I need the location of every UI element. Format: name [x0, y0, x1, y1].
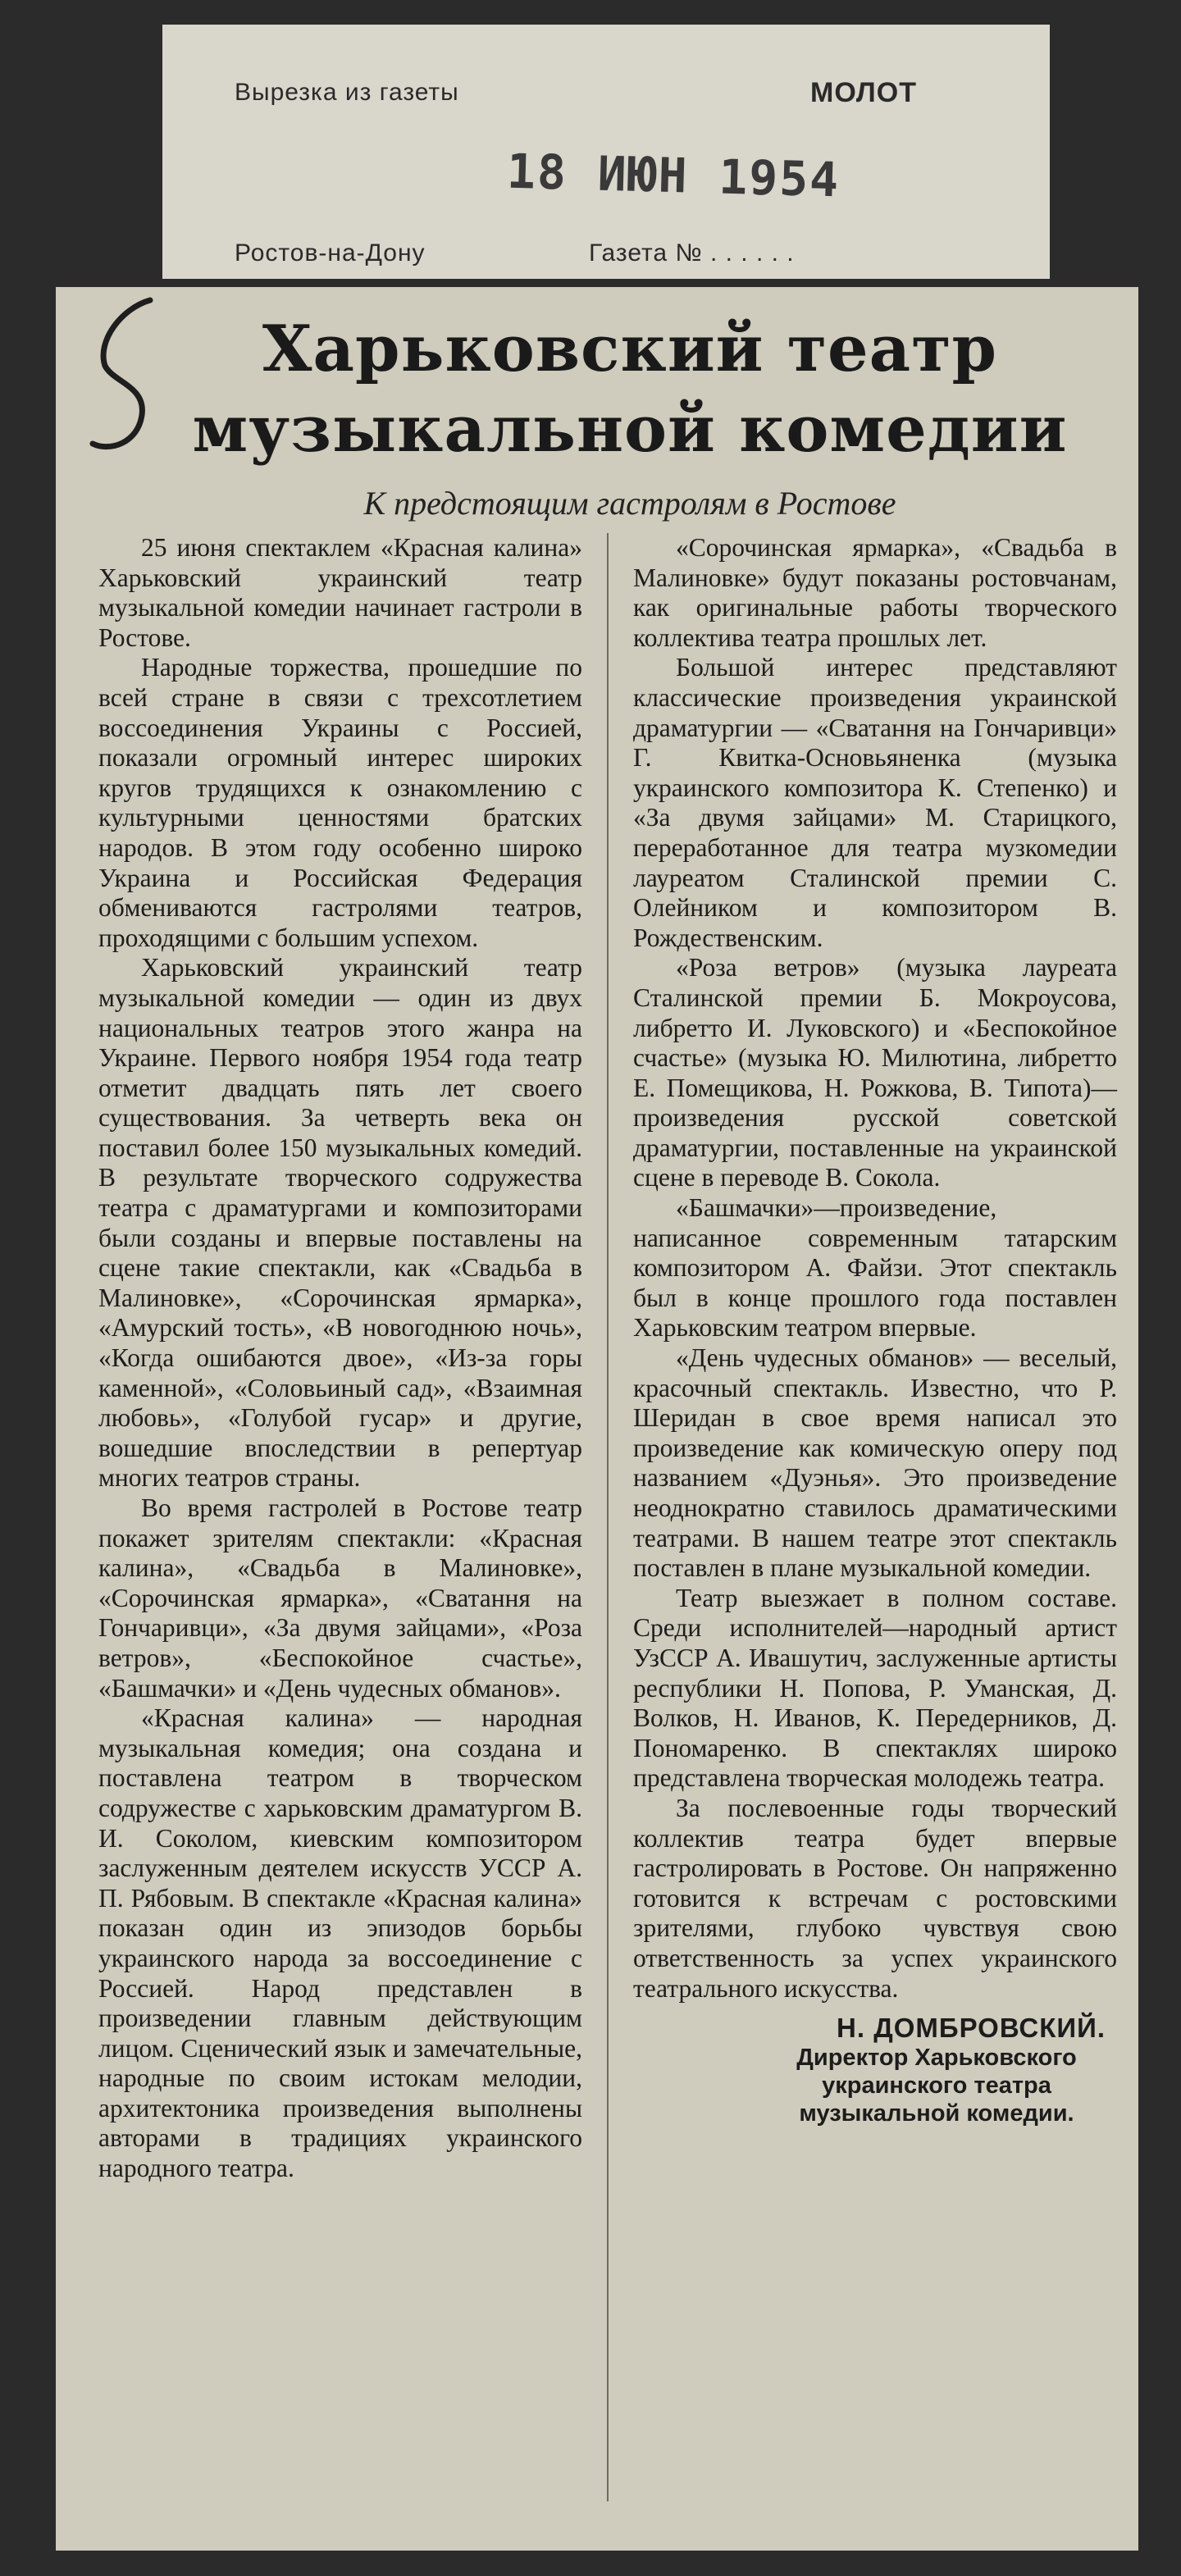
clipping-label-card: [162, 25, 1050, 279]
column-divider: [607, 533, 609, 2501]
paragraph: «Сорочинская ярмарка», «Свадьба в Малиновке» будут показаны ростовчанам, как оригинальные работы творческого коллектива театра прошлых лет.: [633, 533, 1117, 652]
headline-line-2: музыкальной комедии: [192, 392, 1068, 467]
paragraph: 25 июня спектаклем «Красная калина» Харьковский украинский театр музыкальной комедии начинает гастроли в Ростове.: [98, 533, 582, 652]
paragraph: «Башмачки»—произведение, написанное современным татарским композитором А. Файзи. Этот спектакль был в конце прошлого года поставлен Харьковским театром впервые.: [633, 1193, 1117, 1343]
article-subtitle: К предстоящим гастролям в Ростове: [363, 485, 896, 522]
paragraph: Театр выезжает в полном составе. Среди исполнителей—народный артист УзССР А. Ивашутич, заслуженные артисты республики Н. Попова, Р. Уманская, Д. Волков, Н. Иванов, К. Передерников, Д. Пономаренко. В спектаклях широко представлена творческая молодежь театра.: [633, 1583, 1117, 1793]
paragraph: «Роза ветров» (музыка лауреата Сталинской премии Б. Мокроусова, либретто И. Луковского) и «Беспокойное счастье» (музыка Ю. Милютина, либретто Е. Помещикова, Н. Рожкова, В. Типота)—произведения русской советской драматургии, поставленные на украинской сцене в переводе В. Сокола.: [633, 953, 1117, 1192]
cutting-label: Вырезка из газеты: [235, 79, 459, 106]
paragraph: Народные торжества, прошедшие по всей стране в связи с трехсотлетием воссоединения Украины с Россией, показали огромный интерес широких кругов трудящихся к ознакомлению с культурными ценностями братских народов. В этом году особенно широко Украина и Российская Федерация обмениваются гастролями театров, проходящими с большим успехом.: [98, 653, 582, 952]
newspaper-name: МОЛОТ: [810, 77, 917, 108]
left-column: [98, 533, 582, 2184]
pencil-mark-icon: [72, 292, 162, 464]
city-label: Ростов-на-Дону: [235, 239, 426, 267]
paragraph: «День чудесных обманов» — веселый, красочный спектакль. Известно, что Р. Шеридан в свое время написал это произведение как комическую оперу под названием «Дуэнья». Это произведение неоднократно ставилось драматическими театрами. В нашем театре этот спектакль поставлен в плане музыкальной комедии.: [633, 1343, 1117, 1583]
paragraph: За послевоенные годы творческий коллектив театра будет впервые гастролировать в Ростове. Он напряженно готовится к встречам с ростовскими зрителями, глубоко чувствуя свою ответственность за успех украинского театрального искусства.: [633, 1793, 1117, 2003]
paragraph: Харьковский украинский театр музыкальной комедии — один из двух национальных театров этого жанра на Украине. Первого ноября 1954 года театр отметит двадцать пять лет своего существования. За четверть века он поставил более 150 музыкальных комедий. В результате творческого содружества театра с драматургами и композиторами были созданы и впервые поставлены на сцене такие спектакли, как «Свадьба в Малиновке», «Сорочинская ярмарка», «Амурский тость», «В новогоднюю ночь», «Когда ошибаются двое», «Из-за горы каменной», «Соловьиный сад», «Взаимная любовь», «Голубой гусар» и другие, вошедшие впоследствии в репертуар многих театров страны.: [98, 953, 582, 1493]
paragraph: Большой интерес представляют классические произведения украинской драматургии — «Сватання на Гончаривци» Г. Квитка-Основьяненка (музыка украинского композитора К. Степенко) и «За двумя зайцами» М. Старицкого, переработанное для театра музкомедии лауреатом Сталинской премии С. Олейником и композитором В. Рождественским.: [633, 653, 1117, 952]
signature-block: [633, 2013, 1117, 2127]
paragraph: Во время гастролей в Ростове театр покажет зрителям спектакли: «Красная калина», «Свадьба в Малиновке», «Сорочинская ярмарка», «Сватання на Гончаривци», «За двумя зайцами», «Роза ветров», «Беспокойное счастье», «Башмачки» и «День чудесных обманов».: [98, 1493, 582, 1703]
date-stamp: 18 ИЮН 1954: [506, 143, 841, 208]
headline-line-1: Харьковский театр: [262, 312, 998, 386]
newspaper-clipping: [56, 287, 1138, 2551]
author-name: Н. ДОМБРОВСКИЙ.: [837, 2013, 1106, 2044]
paragraph: «Красная калина» — народная музыкальная комедия; она создана и поставлена театром в творческом содружестве с харьковским драматургом В. И. Соколом, киевским композитором заслуженным деятелем искусств УССР А. П. Рябовым. В спектакле «Красная калина» показан один из эпизодов борьбы украинского народа за воссоединение с Россией. Народ представлен в произведении главным действующим лицом. Сценический язык и замечательные, народные по своим истокам мелодии, архитектоника произведения выполнены авторами в традициях украинского народного театра.: [98, 1703, 582, 2183]
issue-label: Газета № . . . . . .: [589, 239, 795, 267]
right-column: [633, 533, 1117, 2127]
author-title: Директор Харьковского украинского театра музыкальной комедии.: [796, 2044, 1077, 2127]
